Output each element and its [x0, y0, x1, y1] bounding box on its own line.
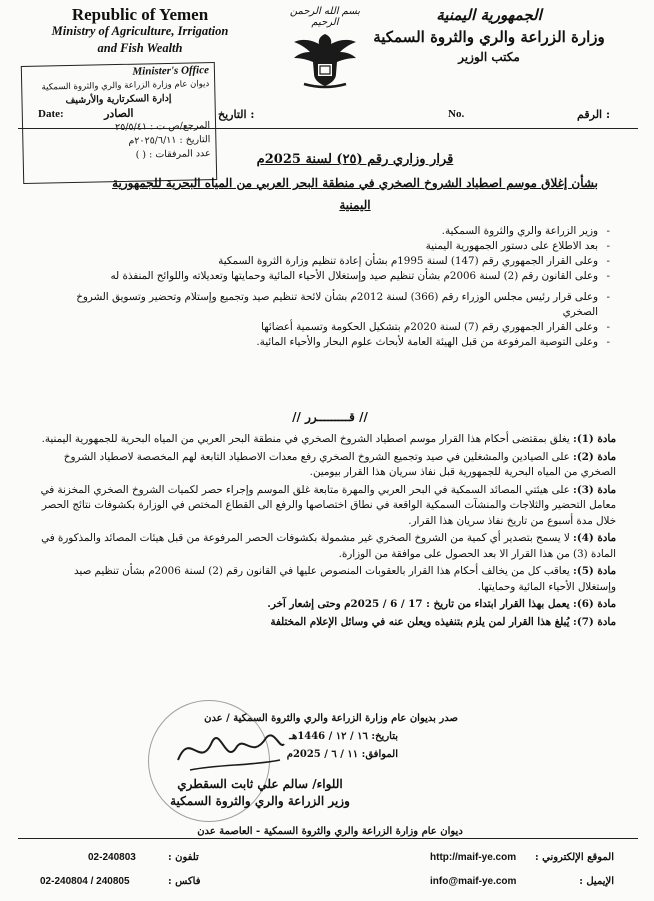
ref-date-en: Date:	[38, 108, 64, 120]
signatory-title: وزير الزراعة والري والثروة السمكية	[170, 794, 350, 808]
stamp-office-en: Minister's Office	[132, 64, 210, 78]
article-6	[36, 597, 616, 613]
footer-divider	[18, 838, 638, 839]
articles-list	[36, 432, 616, 632]
article-text: على هيئتي المصائد السمكية في البحر العربي والمهرة متابعة غلق الموسم وإجراء حصر لكميات الشروخ الصخري المخزنة في معامل التحضير والثلاجات والمنشآت السمكية الواقعة في نطاق اختصاصها والرفع الى القطاع المختص في الوزارة بكشوفات نتائج الحصر خلال مدة أسبوع من تاريخ نفاذ سريان هذا القرار.	[40, 483, 616, 527]
ar-ministry: وزارة الزراعة والري والثروة السمكية	[373, 28, 605, 46]
decree-number: قرار وزاري رقم (٢٥) لسنة 2025م	[256, 152, 454, 167]
article-text: يعاقب كل من يخالف أحكام هذا القرار بالعقوبات المنصوص عليها في القانون رقم (2) لسنة 2006م بشأن تنظيم صيد وإستغلال الأحياء المائية وحمايتها.	[73, 565, 616, 593]
issued-place: صدر بديوان عام وزارة الزراعة والري والثروة السمكية / عدن	[204, 713, 458, 724]
article-label: مادة (2):	[573, 450, 616, 463]
en-ministry: Ministry of Agriculture, Irrigation	[51, 24, 229, 38]
stamp-ref: المرجع/ص.ت : ٢٥/٥/٤١	[114, 120, 211, 134]
phone-label: تلفون :	[168, 852, 199, 863]
article-label: مادة (3):	[573, 483, 616, 496]
en-country: Republic of Yemen	[71, 5, 209, 24]
article-label: مادة (6):	[573, 598, 616, 610]
recital-item: - وعلى القرار الجمهوري رقم (7) لسنة 2020م بتشكيل الحكومة وتسمية أعضائها	[42, 320, 610, 335]
basmala: بسم الله الرحمن الرحيم	[289, 6, 361, 28]
website-link[interactable]: http://maif-ye.com	[430, 852, 517, 863]
stamp-attachments: عدد المرفقات : ( )	[135, 148, 211, 161]
article-text: يغلق بمقتضى أحكام هذا القرار موسم اصطياد الشروخ الصخري في منطقة البحر العربي من المياه البحرية للجمهورية اليمنية.	[41, 433, 570, 445]
arabic-letterhead	[364, 6, 614, 64]
article-3	[36, 483, 616, 530]
article-2	[36, 450, 616, 481]
yemen-emblem	[280, 6, 370, 88]
decision-heading: // قـــــــــرر //	[292, 410, 368, 424]
email-label: الإيميل :	[579, 876, 614, 887]
article-text: يُبلغ هذا القرار لمن يلزم بتنفيذه ويعلن عنه في وسائل الإعلام المختلفة	[270, 615, 570, 628]
ar-office: مكتب الوزير	[458, 50, 520, 64]
stamp-date: التاريخ : ٢٠٢٥/٦/١١م	[128, 134, 211, 147]
stamp-line1: ديوان عام وزارة الزراعة والري والثروة السمكية	[41, 79, 210, 93]
recital-item: - وعلى قرار رئيس مجلس الوزراء رقم (366) لسنة 2012م بشأن لائحة تنظيم صيد وتجميع وإستلام وتحضير وتسويق الشروخ الصخري	[42, 290, 610, 320]
footer-title: ديوان عام وزارة الزراعة والري والثروة السمكية - العاصمة عدن	[110, 826, 550, 837]
stamp-line3: الصادر	[103, 106, 134, 121]
phone-number: 02-240803	[88, 852, 136, 863]
recitals-list	[42, 224, 610, 350]
signatory-block	[140, 776, 380, 810]
article-1	[36, 432, 616, 448]
recital-item: - وزير الزراعة والري والثروة السمكية.	[42, 224, 610, 239]
issued-hijri-date: بتاريخ: ١٦ / ١٢ / 1446هـ	[289, 731, 398, 742]
en-ministry-cont: and Fish Wealth	[97, 41, 183, 55]
recital-item: - وعلى التوصية المرفوعة من قبل الهيئة العامة لأبحاث علوم البحار والأحياء المائية.	[42, 335, 610, 350]
ref-number-label: الرقم :	[577, 108, 610, 121]
handwritten-signature	[170, 720, 290, 780]
email-link[interactable]: info@maif-ye.com	[430, 876, 517, 887]
article-text: يعمل بهذا القرار ابتداء من تاريخ : 17 / 6 / 2025م وحتى إشعار آخر.	[267, 598, 570, 610]
fax-number: 02-240804 / 240805	[40, 876, 130, 887]
fax-label: فاكس :	[168, 876, 201, 887]
recital-item: - وعلى القانون رقم (2) لسنة 2006م بشأن تنظيم صيد وإستغلال الأحياء المائية وحمايتها وتعديلاته واللوائح المنفذة له	[42, 269, 610, 284]
website-label: الموقع الإلكتروني :	[534, 852, 614, 863]
article-text: لا يسمح بتصدير أي كمية من الشروخ الصخري غير مشمولة بكشوفات الحصر المرفوعة من قبل هيئات المصائد والمذكورة في المادة (3) من هذا القرار الا بعد الحصول على موافقة من الوزارة.	[41, 532, 616, 560]
article-text: على الصيادين والمشغلين في صيد وتجميع الشروخ الصخري رفع معدات الاصطياد التابعة لهم المخصصة لاصطياد الشروخ الصخري من المياه البحرية للجمهورية قبل نفاذ سريان هذا القرار بيومين.	[63, 450, 616, 478]
article-label: مادة (5):	[573, 565, 616, 577]
recital-item: - وعلى القرار الجمهوري رقم (147) لسنة 1995م بشأن إعادة تنظيم وزارة الثروة السمكية	[42, 254, 610, 269]
stamp-line2: إدارة السكرتارية والأرشيف	[65, 92, 172, 107]
article-label: مادة (4):	[573, 532, 616, 544]
english-letterhead	[40, 6, 240, 57]
article-label: مادة (7):	[573, 615, 616, 628]
ref-number-en: No.	[448, 108, 465, 120]
header-divider	[18, 128, 638, 129]
recital-item: - بعد الاطلاع على دستور الجمهورية اليمنية	[42, 239, 610, 254]
article-5	[36, 564, 616, 595]
decree-subject: بشأن إغلاق موسم اصطياد الشروخ الصخري في منطقة البحر العربي من المياه البحرية للجمهورية اليمنية	[112, 176, 598, 212]
article-label: مادة (1):	[573, 433, 616, 445]
ar-country: الجمهورية اليمنية	[436, 6, 542, 24]
article-7	[36, 615, 616, 631]
signatory-name: اللواء/ سالم علي ثابت السقطري	[177, 777, 343, 791]
eagle-emblem-icon	[290, 28, 360, 90]
ref-date-label: التاريخ :	[218, 108, 255, 121]
issued-gregorian-date: الموافق: ١١ / ٦ / 2025م	[286, 749, 398, 760]
article-4	[36, 531, 616, 562]
